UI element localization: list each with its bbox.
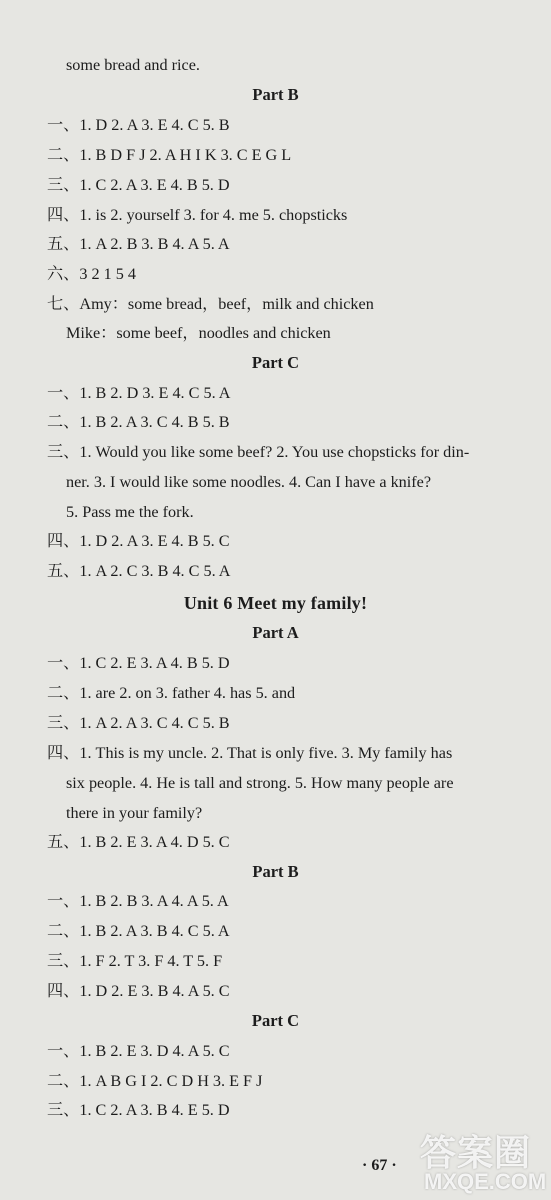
answer-line: 七、Amy：some bread，beef，milk and chicken — [47, 295, 374, 313]
answer-line: Mike：some beef，noodles and chicken — [66, 324, 331, 342]
watermark-logo — [420, 1125, 550, 1197]
answer-line: 二、1. B 2. A 3. C 4. B 5. B — [47, 413, 230, 431]
answer-line: 三、1. F 2. T 3. F 4. T 5. F — [47, 952, 223, 970]
page-number: · 67 · — [362, 1157, 397, 1174]
answer-line: 三、1. Would you like some beef? 2. You use chopsticks for din- — [47, 443, 470, 461]
answer-line: 二、1. B 2. A 3. B 4. C 5. A — [47, 922, 230, 940]
answer-line: ner. 3. I would like some noodles. 4. Can I have a knife? — [66, 473, 432, 491]
answer-line: 一、1. B 2. D 3. E 4. C 5. A — [47, 384, 231, 402]
section-heading-part-b: Part B — [252, 85, 299, 104]
answer-line: 三、1. A 2. A 3. C 4. C 5. B — [47, 714, 230, 732]
answer-line: 三、1. C 2. A 3. B 4. E 5. D — [47, 1101, 230, 1119]
answer-line: 六、3 2 1 5 4 — [47, 265, 137, 283]
answer-line: 四、1. D 2. E 3. B 4. A 5. C — [47, 982, 230, 1000]
text-line: some bread and rice. — [66, 56, 200, 74]
answer-line: 五、1. A 2. C 3. B 4. C 5. A — [47, 562, 231, 580]
watermark-cn: 答案圈 — [420, 1132, 532, 1173]
watermark-en: MXQE.COM — [424, 1169, 547, 1194]
answer-line: 一、1. B 2. E 3. D 4. A 5. C — [47, 1042, 230, 1060]
answer-line: 三、1. C 2. A 3. E 4. B 5. D — [47, 176, 230, 194]
answer-line: 5. Pass me the fork. — [66, 503, 194, 521]
section-heading-part-c: Part C — [251, 1011, 300, 1030]
unit-title: Unit 6 Meet my family! — [183, 593, 368, 613]
answer-line: six people. 4. He is tall and strong. 5. How many people are — [66, 774, 454, 792]
answer-line: 一、1. B 2. B 3. A 4. A 5. A — [47, 892, 229, 910]
answer-line: 一、1. D 2. A 3. E 4. C 5. B — [47, 116, 230, 134]
answer-line: 四、1. This is my uncle. 2. That is only five. 3. My family has — [47, 744, 453, 762]
answer-line: 五、1. A 2. B 3. B 4. A 5. A — [47, 235, 230, 253]
answer-line: 五、1. B 2. E 3. A 4. D 5. C — [47, 833, 230, 851]
section-heading-part-b: Part B — [252, 862, 299, 881]
section-heading-part-a: Part A — [252, 623, 299, 642]
answer-line: 二、1. A B G I 2. C D H 3. E F J — [47, 1072, 263, 1090]
answer-line: 二、1. B D F J 2. A H I K 3. C E G L — [47, 146, 292, 164]
answer-line: there in your family? — [66, 804, 203, 822]
answer-line: 二、1. are 2. on 3. father 4. has 5. and — [47, 684, 296, 702]
section-heading-part-c: Part C — [251, 353, 300, 372]
answer-line: 四、1. D 2. A 3. E 4. B 5. C — [47, 532, 230, 550]
answer-line: 四、1. is 2. yourself 3. for 4. me 5. chopsticks — [47, 206, 348, 224]
answer-line: 一、1. C 2. E 3. A 4. B 5. D — [47, 654, 230, 672]
